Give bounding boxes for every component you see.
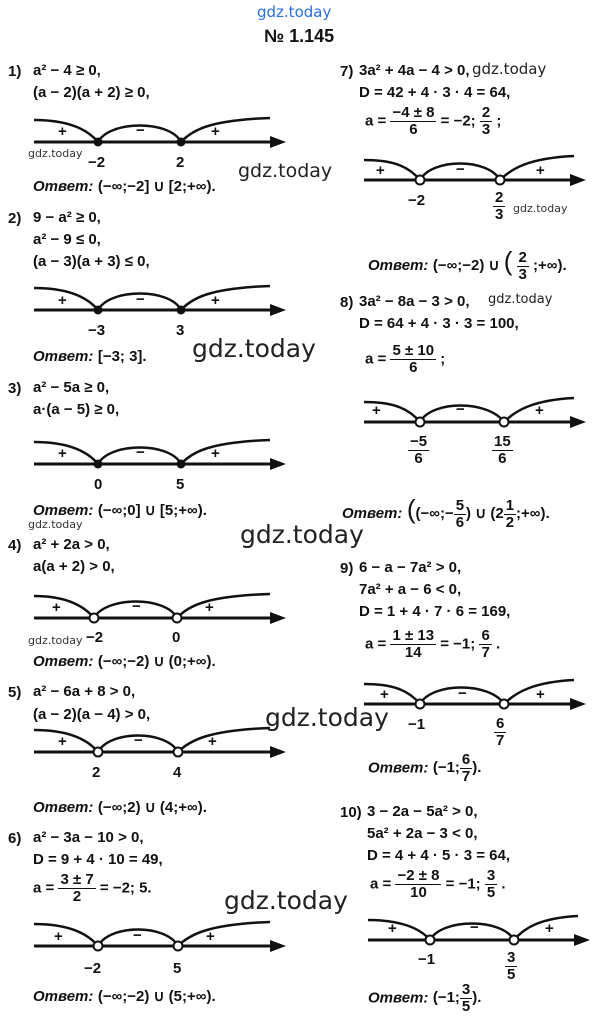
problem-2-sign-right: +: [211, 292, 220, 309]
problem-1-number-line: [30, 108, 290, 152]
problem-7-point-1: −2: [408, 192, 426, 209]
fraction-denominator: 6: [414, 450, 423, 467]
root-fraction: [479, 628, 491, 661]
problem-8-number-line: [360, 388, 590, 432]
problem-9-sign-middle: −: [458, 685, 467, 702]
answer-label: Ответ:: [33, 988, 94, 1005]
answer-fraction: [460, 752, 472, 785]
problem-5-sign-middle: −: [134, 732, 143, 749]
point-fraction: [408, 434, 429, 467]
fraction-denominator: 7: [496, 732, 505, 749]
problem-6-line-1: a² − 3a − 10 > 0,: [33, 829, 144, 846]
problem-6-sign-right: +: [206, 928, 215, 945]
problem-10-answer: [368, 982, 481, 1015]
answer-value: (−∞;2) ∪ (4;+∞).: [97, 799, 207, 816]
problem-4-sign-right: +: [205, 599, 214, 616]
roots-fraction: [390, 105, 436, 138]
fraction-denominator: 7: [481, 644, 490, 661]
problem-7-sign-right: +: [536, 162, 545, 179]
a-equals: a =: [365, 635, 387, 653]
fraction-denominator: 10: [410, 884, 427, 901]
fraction-numerator: 6: [496, 715, 505, 732]
problem-10-line-3: D = 4 + 4 · 5 · 3 = 64,: [367, 847, 510, 864]
answer-part-2: ).: [472, 759, 482, 777]
roots-values: = −2;: [440, 112, 476, 130]
problem-4-line-1: a² + 2a > 0,: [33, 536, 110, 553]
problem-1-sign-right: +: [211, 123, 220, 140]
answer-fraction: [460, 982, 472, 1015]
roots-fraction: [390, 343, 436, 376]
answer-value: (−∞;0] ∪ [5;+∞).: [97, 502, 207, 519]
problem-5-sign-left: +: [58, 733, 67, 750]
fraction-numerator: 2: [481, 104, 491, 121]
problem-4-point-2: 0: [172, 629, 181, 646]
problem-1-sign-left: +: [58, 123, 67, 140]
problem-8-roots: [365, 343, 445, 376]
problem-6-sign-middle: −: [133, 927, 142, 944]
answer-fraction-2: [504, 498, 516, 531]
problem-6-number-line: [30, 912, 290, 956]
problem-2-point-1: −3: [88, 322, 106, 339]
problem-3-number: 3): [8, 380, 22, 397]
problem-2-answer: [33, 348, 147, 366]
problem-8-sign-middle: −: [456, 401, 465, 418]
problem-10-number-line: [364, 906, 594, 950]
watermark-small: gdz.today: [28, 518, 83, 531]
answer-value: (−∞;−2) ∪ (5;+∞).: [97, 988, 216, 1005]
problem-3-sign-left: +: [58, 445, 67, 462]
answer-part-1: (−∞;−2) ∪: [432, 257, 500, 274]
problem-8-number: 8): [340, 294, 354, 311]
problem-6-point-2: 5: [173, 960, 182, 977]
problem-10-number: 10): [340, 804, 362, 821]
fraction-numerator: −4 ± 8: [392, 104, 435, 121]
problem-3-line-1: a² − 5a ≥ 0,: [33, 379, 110, 396]
problem-9-line-3: D = 1 + 4 · 7 · 6 = 169,: [359, 603, 511, 620]
problem-6-number: 6): [8, 830, 22, 847]
fraction-numerator: 3 ± 7: [60, 871, 94, 888]
page-title: № 1.145: [264, 26, 335, 46]
problem-1-sign-middle: −: [136, 122, 145, 139]
fraction-numerator: 1: [505, 496, 515, 514]
problem-4-number-line: [30, 584, 290, 628]
problem-6-sign-left: +: [54, 928, 63, 945]
answer-value: (−∞;−2] ∪ [2;+∞).: [97, 178, 216, 195]
problem-10-point-2: [505, 950, 517, 983]
problem-6-line-2: D = 9 + 4 · 10 = 49,: [33, 851, 163, 868]
a-equals: a =: [370, 875, 392, 893]
watermark-small: gdz.today: [513, 202, 568, 215]
watermark: gdz.today: [238, 160, 333, 182]
answer-value: [−3; 3].: [97, 348, 147, 365]
problem-5-answer: [33, 798, 207, 817]
problem-2-line-2: a² − 9 ≤ 0,: [33, 231, 101, 248]
paren-left: (: [503, 246, 513, 276]
roots-end: .: [495, 635, 501, 653]
roots-end: .: [501, 875, 506, 893]
roots-values: = −1;: [445, 875, 481, 893]
problem-9-line-2: 7a² + a − 6 < 0,: [359, 581, 462, 598]
problem-1-point-1: −2: [88, 154, 106, 171]
root-fraction: [485, 868, 497, 901]
fraction-denominator: 14: [404, 644, 422, 661]
fraction-denominator: 5: [461, 998, 471, 1015]
point-fraction: [494, 716, 506, 749]
problem-9-number-line: [360, 670, 590, 714]
answer-value: [432, 246, 567, 283]
problem-4-line-2: a(a + 2) > 0,: [33, 558, 115, 575]
root-fraction: [480, 105, 492, 138]
answer-label: Ответ:: [33, 653, 94, 670]
problem-8-point-2: [492, 434, 513, 467]
problem-10-point-1: −1: [418, 951, 436, 968]
roots-fraction: [58, 872, 95, 905]
problem-7-answer: [368, 246, 567, 283]
problem-3-point-2: 5: [176, 476, 185, 493]
problem-5-sign-right: +: [208, 733, 217, 750]
problem-5-number-line: [30, 718, 290, 762]
problem-9-answer: [368, 752, 481, 785]
problem-7-sign-left: +: [376, 162, 385, 179]
problem-2-sign-middle: −: [136, 291, 145, 308]
problem-6-answer: [33, 987, 216, 1006]
watermark-top: gdz.today: [257, 3, 332, 21]
problem-4-sign-left: +: [52, 599, 61, 616]
answer-value: (−∞;−2) ∪ (0;+∞).: [97, 653, 216, 670]
answer-fraction-1: [454, 498, 466, 531]
point-fraction: [505, 950, 517, 983]
answer-part-2: ) ∪ (2: [466, 505, 504, 522]
problem-1-line-1: a² − 4 ≥ 0,: [33, 62, 101, 79]
problem-4-sign-middle: −: [132, 598, 141, 615]
a-equals: a =: [365, 350, 387, 368]
watermark: gdz.today: [224, 886, 348, 915]
answer-part-1: (−1;: [432, 989, 460, 1007]
fraction-numerator: 3: [507, 949, 516, 966]
fraction-numerator: 15: [494, 433, 511, 450]
problem-10-roots: [370, 868, 506, 901]
fraction-numerator: 3: [461, 981, 471, 998]
problem-10-line-2: 5a² + 2a − 3 < 0,: [367, 825, 478, 842]
answer-label: Ответ:: [33, 502, 94, 519]
answer-label: Ответ:: [368, 257, 429, 274]
roots-fraction: [395, 868, 441, 901]
problem-8-line-2: D = 64 + 4 · 3 · 3 = 100,: [359, 315, 519, 332]
problem-5-line-2: (a − 2)(a − 4) > 0,: [33, 706, 151, 723]
roots-values: = −2; 5.: [99, 879, 152, 897]
answer-label: Ответ:: [368, 989, 429, 1007]
fraction-denominator: 2: [72, 888, 82, 905]
watermark: gdz.today: [240, 520, 364, 549]
problem-1-answer: [33, 177, 216, 196]
problem-10-sign-right: +: [545, 920, 554, 937]
answer-part-2: ;+∞).: [533, 257, 567, 274]
problem-4-point-1: −2: [86, 629, 104, 646]
fraction-denominator: 2: [505, 513, 515, 531]
fraction-denominator: 3: [518, 265, 527, 283]
watermark-small: gdz.today: [28, 147, 83, 160]
answer-label: Ответ:: [33, 348, 94, 365]
problem-7-number-line: [360, 146, 590, 190]
problem-9-point-2: [494, 716, 506, 749]
problem-7-number: 7): [340, 63, 354, 80]
fraction-denominator: 5: [486, 884, 496, 901]
roots-end: ;: [440, 350, 446, 368]
problem-3-sign-right: +: [211, 445, 220, 462]
problem-4-answer: [33, 652, 216, 671]
problem-9-roots: [365, 628, 500, 661]
roots-end: ;: [496, 112, 502, 130]
fraction-numerator: 6: [461, 751, 471, 768]
problem-5-point-1: 2: [92, 764, 101, 781]
problem-3-sign-middle: −: [136, 444, 145, 461]
problem-8-line-1: 3a² − 8a − 3 > 0,: [359, 293, 470, 310]
problem-2-number-line: [30, 276, 290, 320]
problem-2-sign-left: +: [58, 292, 67, 309]
watermark-small: gdz.today: [28, 634, 83, 647]
problem-4-number: 4): [8, 537, 22, 554]
problem-1-line-2: (a − 2)(a + 2) ≥ 0,: [33, 84, 150, 101]
answer-value: [432, 751, 482, 785]
problem-5-point-2: 4: [173, 764, 182, 781]
roots-fraction: [390, 628, 436, 661]
problem-1-point-2: 2: [176, 154, 185, 171]
problem-9-sign-left: +: [380, 686, 389, 703]
fraction-denominator: 6: [455, 513, 465, 531]
fraction-denominator: 6: [409, 121, 418, 138]
answer-label: Ответ:: [33, 799, 94, 816]
problem-1-number: 1): [8, 63, 22, 80]
problem-2-line-1: 9 − a² ≥ 0,: [33, 209, 101, 226]
problem-6-roots: [33, 872, 152, 905]
fraction-denominator: 6: [498, 450, 507, 467]
point-fraction: [493, 190, 505, 223]
problem-9-point-1: −1: [408, 716, 426, 733]
answer-fraction: [517, 250, 529, 283]
problem-7-roots: [365, 105, 501, 138]
fraction-numerator: 5 ± 10: [392, 342, 435, 359]
problem-6-point-1: −2: [84, 960, 102, 977]
watermark: gdz.today: [265, 703, 389, 732]
problem-3-point-1: 0: [94, 476, 103, 493]
problem-10-sign-middle: −: [470, 919, 479, 936]
answer-part-1: (−1;: [432, 759, 460, 777]
problem-9-sign-right: +: [536, 686, 545, 703]
fraction-numerator: −2 ± 8: [397, 867, 440, 884]
problem-9-number: 9): [340, 560, 354, 577]
a-equals: a =: [33, 879, 55, 897]
a-equals: a =: [365, 112, 387, 130]
fraction-denominator: 3: [495, 206, 504, 223]
fraction-denominator: 6: [409, 359, 418, 376]
point-fraction: [492, 434, 513, 467]
answer-part-2: ).: [472, 989, 482, 1007]
problem-7-line-2: D = 42 + 4 · 3 · 4 = 64,: [359, 84, 511, 101]
paren-left: (: [406, 494, 416, 524]
problem-2-point-2: 3: [176, 322, 185, 339]
fraction-numerator: 6: [481, 627, 490, 644]
fraction-numerator: 3: [486, 867, 496, 884]
problem-5-number: 5): [8, 684, 22, 701]
watermark: gdz.today: [192, 334, 316, 363]
problem-10-line-1: 3 − 2a − 5a² > 0,: [367, 803, 478, 820]
problem-8-sign-right: +: [535, 402, 544, 419]
problem-8-point-1: [408, 434, 429, 467]
fraction-numerator: 1 ± 13: [392, 627, 435, 644]
fraction-denominator: 3: [481, 121, 491, 138]
watermark: gdz.today: [472, 60, 547, 78]
watermark: gdz.today: [488, 292, 553, 307]
answer-part-1: (−∞;−: [415, 505, 454, 522]
answer-label: Ответ:: [342, 505, 403, 522]
problem-2-number: 2): [8, 210, 22, 227]
fraction-numerator: 2: [518, 248, 527, 266]
answer-value: [406, 494, 550, 531]
problem-10-sign-left: +: [388, 920, 397, 937]
fraction-numerator: 2: [495, 189, 504, 206]
roots-values: = −1;: [440, 635, 476, 653]
problem-8-answer: [342, 494, 550, 531]
answer-part-3: ;+∞).: [516, 505, 550, 522]
fraction-denominator: 7: [461, 768, 471, 785]
problem-7-line-1: 3a² + 4a − 4 > 0,: [359, 62, 470, 79]
fraction-numerator: −5: [410, 433, 428, 450]
problem-7-sign-middle: −: [456, 161, 465, 178]
fraction-numerator: 5: [455, 496, 465, 514]
problem-8-sign-left: +: [372, 402, 381, 419]
problem-9-line-1: 6 − a − 7a² > 0,: [359, 559, 462, 576]
problem-3-line-2: a·(a − 5) ≥ 0,: [33, 401, 120, 418]
fraction-denominator: 5: [507, 966, 516, 983]
problem-5-line-1: a² − 6a + 8 > 0,: [33, 683, 136, 700]
answer-label: Ответ:: [33, 178, 94, 195]
problem-7-point-2: [493, 190, 505, 223]
answer-value: [432, 981, 482, 1015]
problem-2-line-3: (a − 3)(a + 3) ≤ 0,: [33, 253, 150, 270]
answer-label: Ответ:: [368, 759, 429, 777]
problem-3-number-line: [30, 430, 290, 474]
